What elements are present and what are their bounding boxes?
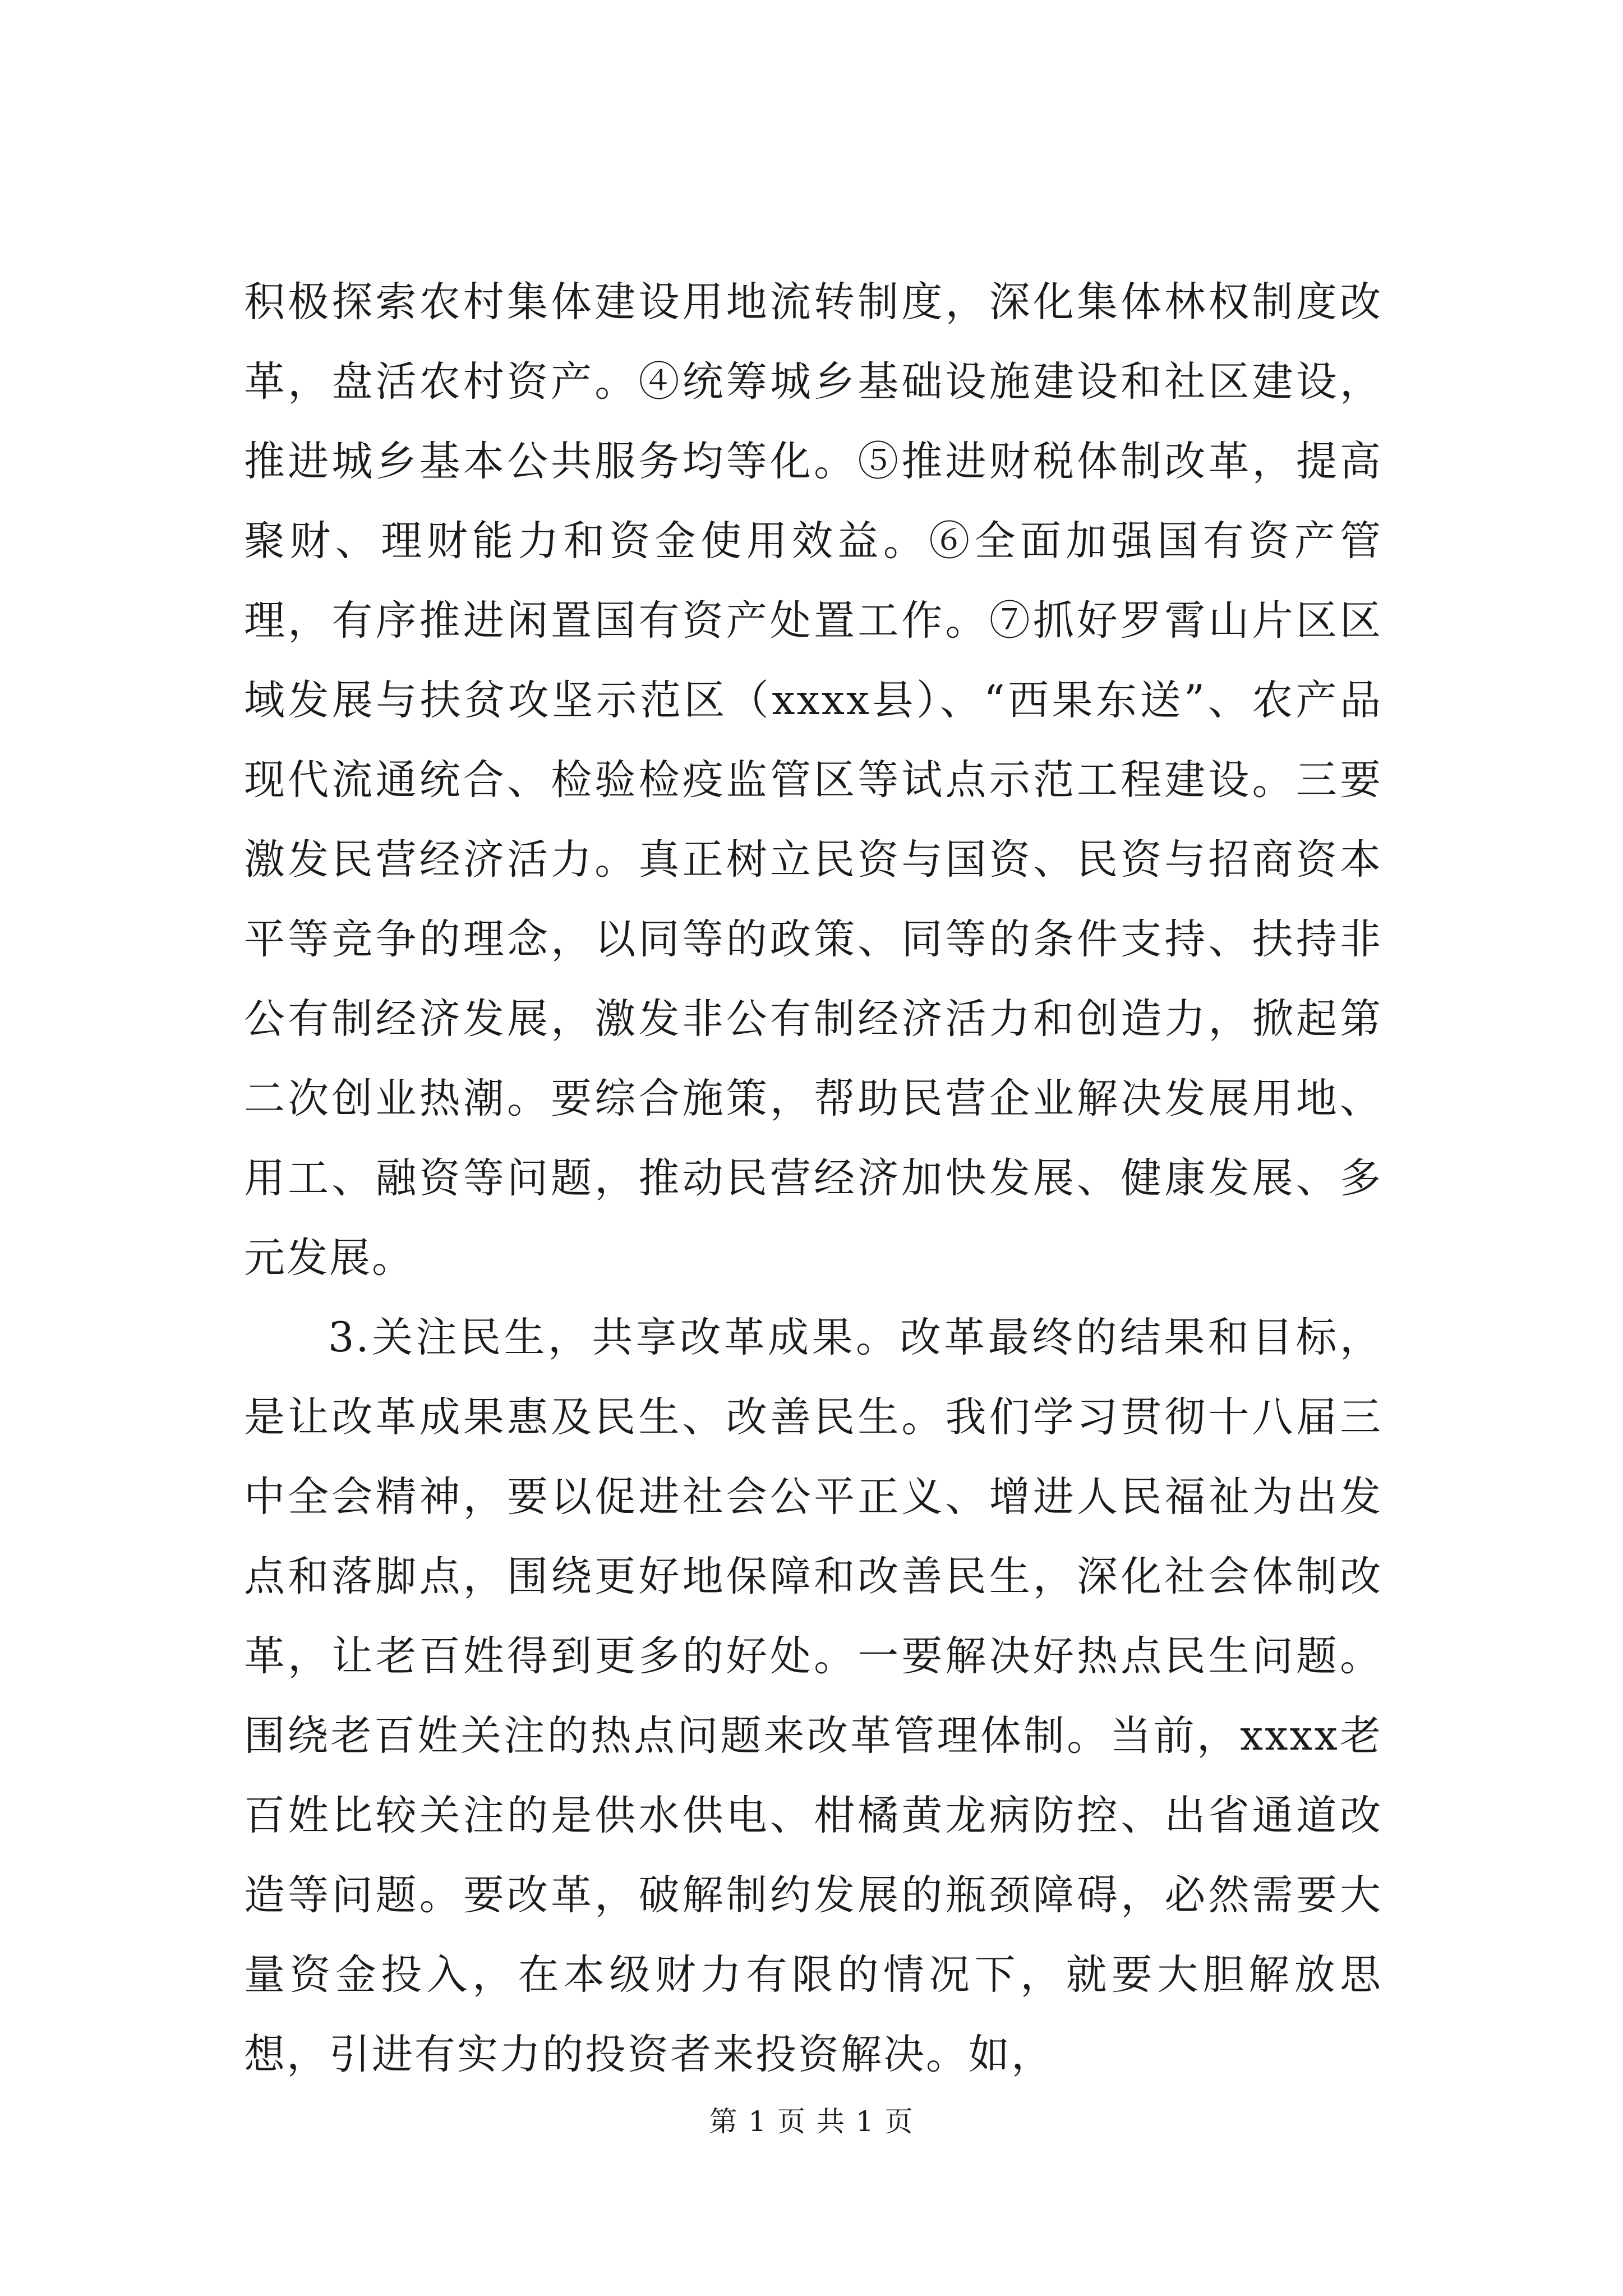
paragraph-reform-measures: 积极探索农村集体建设用地流转制度，深化集体林权制度改革，盘活农村资产。④统筹城乡基础设施建设和社区建设，推进城乡基本公共服务均等化。⑤推进财税体制改革，提高聚财、理财能力和资金使用效益。⑥全面加强国有资产管理，有序推进闲置国有资产处置工作。⑦抓好罗霄山片区区域发展与扶贫攻坚示范区（xxxx县）、“西果东送”、农产品现代流通统合、检验检疫监管区等试点示范工程建设。三要激发民营经济活力。真正树立民资与国资、民资与招商资本平等竞争的理念，以同等的政策、同等的条件支持、扶持非公有制经济发展，激发非公有制经济活力和创造力，掀起第二次创业热潮。要综合施策，帮助民营企业解决发展用地、用工、融资等问题，推动民营经济加快发展、健康发展、多元发展。 <box>244 278 1382 1282</box>
document-body <box>244 263 1382 2095</box>
page-number-footer: 第 1 页 共 1 页 <box>709 2105 914 2138</box>
paragraph-livelihood: 3.关注民生，共享改革成果。改革最终的结果和目标，是让改革成果惠及民生、改善民生。我们学习贯彻十八届三中全会精神，要以促进社会公平正义、增进人民福祉为出发点和落脚点，围绕更好地保障和改善民生，深化社会体制改革，让老百姓得到更多的好处。一要解决好热点民生问题。围绕老百姓关注的热点问题来改革管理体制。当前，xxxx老百姓比较关注的是供水供电、柑橘黄龙病防控、出省通道改造等问题。要改革，破解制约发展的瓶颈障碍，必然需要大量资金投入，在本级财力有限的情况下，就要大胆解放思想，引进有实力的投资者来投资解决。如， <box>244 1314 1382 2078</box>
